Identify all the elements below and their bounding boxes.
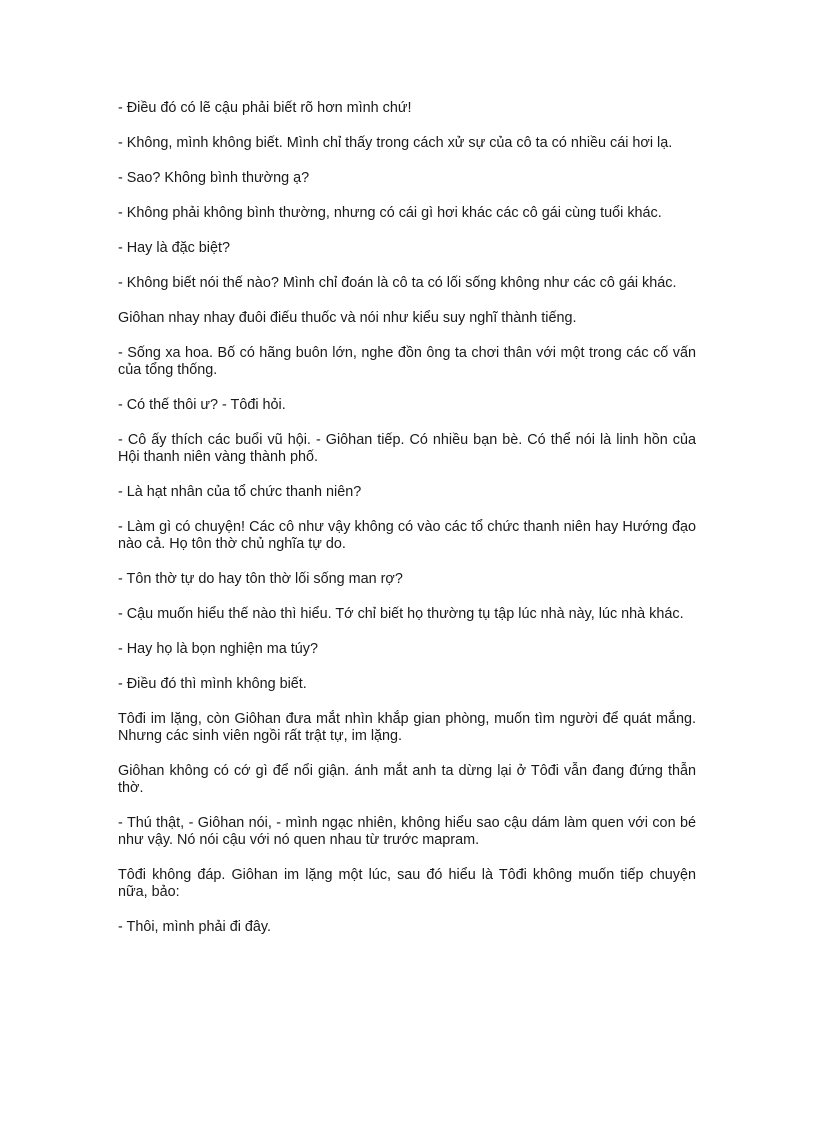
paragraph: - Không biết nói thế nào? Mình chỉ đoán là cô ta có lối sống không như các cô gái khác. (118, 275, 677, 291)
paragraph: - Cô ấy thích các buổi vũ hội. - Giôhan tiếp. Có nhiều bạn bè. Có thể nói là linh hồn của Hội thanh niên vàng thành phố. (118, 432, 696, 465)
paragraph: - Thú thật, - Giôhan nói, - mình ngạc nhiên, không hiểu sao cậu dám làm quen với con bé như vậy. Nó nói cậu với nó quen nhau từ trước mapram. (118, 815, 696, 848)
paragraph: - Là hạt nhân của tổ chức thanh niên? (118, 484, 362, 500)
paragraph: - Sao? Không bình thường ạ? (118, 170, 310, 186)
paragraph: - Điều đó có lẽ cậu phải biết rõ hơn mình chứ! (118, 100, 412, 116)
paragraph: Tôđi im lặng, còn Giôhan đưa mắt nhìn khắp gian phòng, muốn tìm người để quát mắng. Nhưng các sinh viên ngồi rất trật tự, im lặng. (118, 711, 696, 744)
paragraph: - Hay là đặc biệt? (118, 240, 230, 256)
paragraph: - Thôi, mình phải đi đây. (118, 919, 272, 935)
paragraph: - Không, mình không biết. Mình chỉ thấy trong cách xử sự của cô ta có nhiều cái hơi lạ. (118, 135, 673, 151)
paragraph: Giôhan nhay nhay đuôi điếu thuốc và nói như kiểu suy nghĩ thành tiếng. (118, 310, 577, 326)
paragraph: - Cậu muốn hiểu thế nào thì hiểu. Tớ chỉ biết họ thường tụ tập lúc nhà này, lúc nhà khác. (118, 606, 684, 622)
paragraph: - Có thế thôi ư? - Tôđi hỏi. (118, 397, 286, 413)
paragraph: Giôhan không có cớ gì để nổi giận. ánh mắt anh ta dừng lại ở Tôđi vẫn đang đứng thẫn thờ. (118, 763, 696, 796)
paragraph: - Làm gì có chuyện! Các cô như vậy không có vào các tổ chức thanh niên hay Hướng đạo nào cả. Họ tôn thờ chủ nghĩa tự do. (118, 519, 696, 552)
paragraph: - Điều đó thì mình không biết. (118, 676, 307, 692)
paragraph: - Tôn thờ tự do hay tôn thờ lối sống man rợ? (118, 571, 403, 587)
document-body (118, 100, 696, 954)
paragraph: - Không phải không bình thường, nhưng có cái gì hơi khác các cô gái cùng tuổi khác. (118, 205, 662, 221)
paragraph: - Sống xa hoa. Bố có hãng buôn lớn, nghe đồn ông ta chơi thân với một trong các cố vấn của tổng thống. (118, 345, 696, 378)
paragraph: Tôđi không đáp. Giôhan im lặng một lúc, sau đó hiểu là Tôđi không muốn tiếp chuyện nữa, bảo: (118, 867, 696, 900)
paragraph: - Hay họ là bọn nghiện ma túy? (118, 641, 318, 657)
